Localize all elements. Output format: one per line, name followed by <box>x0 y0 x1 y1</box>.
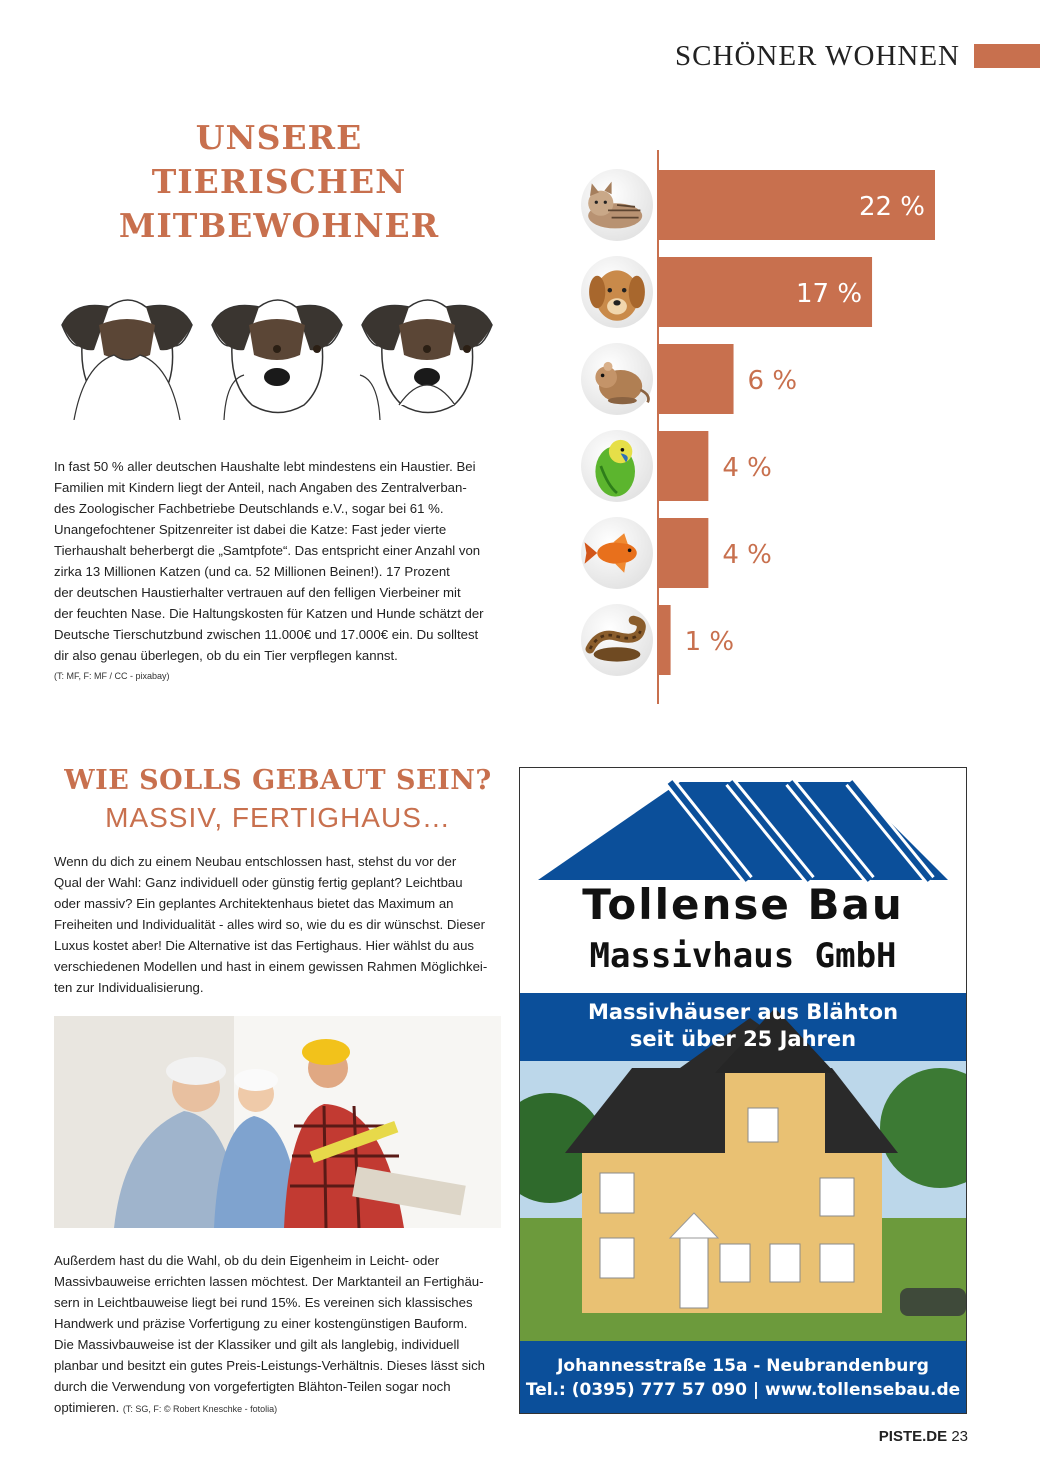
text-line: zirka 13 Millionen Katzen (und ca. 52 Millionen Beinen!). 17 Prozent <box>54 564 450 579</box>
article-title <box>54 116 504 248</box>
text-line-end: optimieren. <box>54 1400 120 1415</box>
text-line: durch die Verwendung von vorgefertigten Blähton-Teilen sogar noch <box>54 1379 451 1394</box>
text-line: Die Massivbauweise ist der Klassiker und gilt als langlebig, individuell <box>54 1337 460 1352</box>
bar-value-label: 6 % <box>747 366 798 396</box>
intro-paragraph <box>54 456 506 687</box>
text-line: Wenn du dich zu einem Neubau entschlossen hast, stehst du vor der <box>54 854 457 869</box>
company-subtitle: Massivhaus GmbH <box>589 936 897 976</box>
text-line <box>54 1397 500 1420</box>
bar <box>658 518 708 588</box>
tollense-bau-ad[interactable] <box>519 767 967 1414</box>
page-number: 23 <box>951 1428 968 1445</box>
pet-bar-chart <box>560 148 980 708</box>
bar-value-label: 4 % <box>722 540 772 570</box>
dogs-illustration <box>54 295 502 420</box>
text-line: Deutsche Tierschutzbund zwischen 11.000€ und 17.000€ ein. Du solltest <box>54 627 479 642</box>
section-accent-bar <box>974 44 1040 68</box>
title-line: MITBEWOHNER <box>118 206 440 245</box>
photo-credit: (T: SG, F: © Robert Kneschke - fotolia) <box>122 1404 278 1414</box>
text-line: Luxus kostet aber! Die Alternative ist das Fertighaus. Hier wählst du aus <box>54 938 475 953</box>
bar <box>658 605 671 675</box>
bar-value-label: 17 % <box>795 279 863 309</box>
text-line: Freiheiten und Individualität - alles wird so, wie du es dir wünschst. Dieser <box>54 917 485 932</box>
article2-title: WIE SOLLS GEBAUT SEIN? <box>64 765 492 796</box>
page-footer <box>879 1428 968 1445</box>
text-line: planbar und besitzt ein gutes Preis-Leistungs-Verhältnis. Dieses lässt sich <box>54 1358 486 1373</box>
text-line: Außerdem hast du die Wahl, ob du dein Eigenheim in Leicht- oder <box>54 1253 440 1268</box>
text-line: des Zoologischer Fachbetriebe Deutschlands e.V., sogar bei 61 %. <box>54 501 444 516</box>
slogan-line: seit über 25 Jahren <box>629 1027 857 1051</box>
ad-phone-web[interactable]: Tel.: (0395) 777 57 090 | www.tollensebau.de <box>525 1380 961 1400</box>
title-line: TIERISCHEN <box>151 162 407 201</box>
title-line: UNSERE <box>195 118 363 157</box>
text-line: Handwerk und präzise Vorfertigung zu einer kostengünstigen Bauform. <box>54 1316 468 1331</box>
text-line: verschiedenen Modellen und hast in einem gewissen Rahmen Möglichkei- <box>54 959 488 974</box>
bar-value-label: 1 % <box>684 627 735 657</box>
ad-slogan <box>520 999 966 1053</box>
text-line: der deutschen Haustierhalter vertrauen auf den felligen Vierbeiner mit <box>54 585 461 600</box>
text-line: der feuchten Nase. Die Haltungskosten für Katzen und Hunde schätzt der <box>54 606 484 621</box>
text-line: ten zur Individualisierung. <box>54 980 204 995</box>
text-line: sern in Leichtbauweise liegt bei rund 15%. Es vereinen sich klassisches <box>54 1295 473 1310</box>
company-name: Tollense Bau <box>582 880 904 929</box>
text-line: Familien mit Kindern liegt der Anteil, nach Angaben des Zentralverban- <box>54 480 467 495</box>
text-line: Qual der Wahl: Ganz individuell oder günstig fertig geplant? Leichtbau <box>54 875 463 890</box>
bar <box>658 344 734 414</box>
article2-subtitle: MASSIV, FERTIGHAUS… <box>105 802 451 833</box>
section-title: SCHÖNER WOHNEN <box>675 40 960 72</box>
ad-graphics <box>520 768 966 1413</box>
article2-paragraph-2 <box>54 1250 500 1420</box>
builders-photo <box>54 1016 501 1228</box>
text-line: Tierhaushalt beherbergt die „Samtpfote“. Das entspricht einer Anzahl von <box>54 543 481 558</box>
ad-address: Johannesstraße 15a - Neubrandenburg <box>557 1356 929 1376</box>
ad-contact <box>520 1354 966 1402</box>
slogan-line: Massivhäuser aus Blähton <box>587 1000 899 1024</box>
photo-credit: (T: MF, F: MF / CC - pixabay) <box>54 671 170 681</box>
bar <box>658 431 708 501</box>
text-line: Unangefochtener Spitzenreiter ist dabei die Katze: Fast jeder vierte <box>54 522 447 537</box>
text-line: In fast 50 % aller deutschen Haushalte lebt mindestens ein Haustier. Bei <box>54 459 476 474</box>
text-line: oder massiv? Ein geplantes Architektenhaus bietet das Maximum an <box>54 896 454 911</box>
article2-paragraph <box>54 851 500 998</box>
bar-value-label: 22 % <box>858 192 925 222</box>
text-line: dir also genau überlegen, ob du ein Tier verpflegen kannst. <box>54 648 398 663</box>
bar-value-label: 4 % <box>722 453 772 483</box>
text-line: Massivbauweise errichten lassen möchtest. Der Marktanteil an Fertighäu- <box>54 1274 484 1289</box>
site-name[interactable]: PISTE.DE <box>878 1428 948 1445</box>
